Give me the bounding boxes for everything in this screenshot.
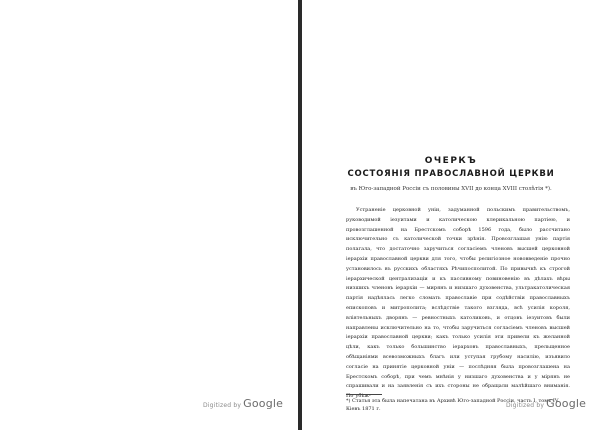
page-title: ОЧЕРКЪ — [424, 156, 478, 166]
left-page-blank — [0, 0, 298, 430]
watermark-prefix: Digitized by — [506, 402, 545, 409]
footnote: *) Статья эта была напечатана въ Архивѣ Юго-западной Россіи, часть I, томъ IV. Кіевъ 1871 г. — [346, 398, 560, 412]
watermark-prefix: Digitized by — [203, 402, 242, 409]
body-text — [346, 206, 570, 402]
google-watermark-right — [506, 397, 586, 410]
dateline: въ Юго-западной Россіи съ половины XVII до конца XVIII столѣтія *). — [350, 186, 552, 192]
watermark-brand: Google — [243, 397, 284, 410]
body-paragraph: Устраненіе церковной уніи, задуманной польскимъ правительствомъ, руководимой іезуитами и католическою клерикальною партіею, и провозглашенной на Брестскомъ соборѣ 1596 года, было рассчитано исключительно съ католической точки зрѣнія. Провозглашая унію партія полагала, что достаточно заручиться согласіемъ членовъ высшей церковной іерархіи православной церкви для того, чтобы религіозное нововведеніе прочно установилось въ русскихъ областяхъ Рѣчипосполитой. По привычкѣ къ строгой іерархической централизаціи и къ пассивному повиновенію въ дѣлахъ вѣры низшихъ членовъ іерархіи — мирянъ и низшаго духовенства, ультракатолическая партія надѣялась легко сломать православіе при содѣйствіи православныхъ епископовъ и митрополита; вслѣдствіе такого взгляда, всѣ усилія короля, влiятельныхъ дворянъ — ревностныхъ католиковъ, и отцовъ іезуитовъ были направлены исключительно на то, чтобы заручиться согласіемъ членовъ высшей іерархіи православной церкви; какъ только усилія эти привели къ желанной цѣли, какъ только большинство іерарховъ православныхъ, прельщенное обѣщаніями всевозможныхъ благъ или уступая грубому насилію, изъявило согласіе на принятіе церковной уніи — послѣдняя была провозглашена на Брестскомъ соборѣ, при чемъ мнѣнія у низшаго духовенства и у мірянъ не спрашивали и на заявленія съ ихъ стороны не обращали малѣйшаго вниманія. По убѣж- — [346, 207, 570, 400]
watermark-brand: Google — [546, 397, 587, 410]
google-watermark-left — [203, 397, 283, 410]
page-subtitle: СОСТОЯНІЯ ПРАВОСЛАВНОЙ ЦЕРКВИ — [347, 169, 555, 179]
footnote-divider — [346, 394, 382, 395]
